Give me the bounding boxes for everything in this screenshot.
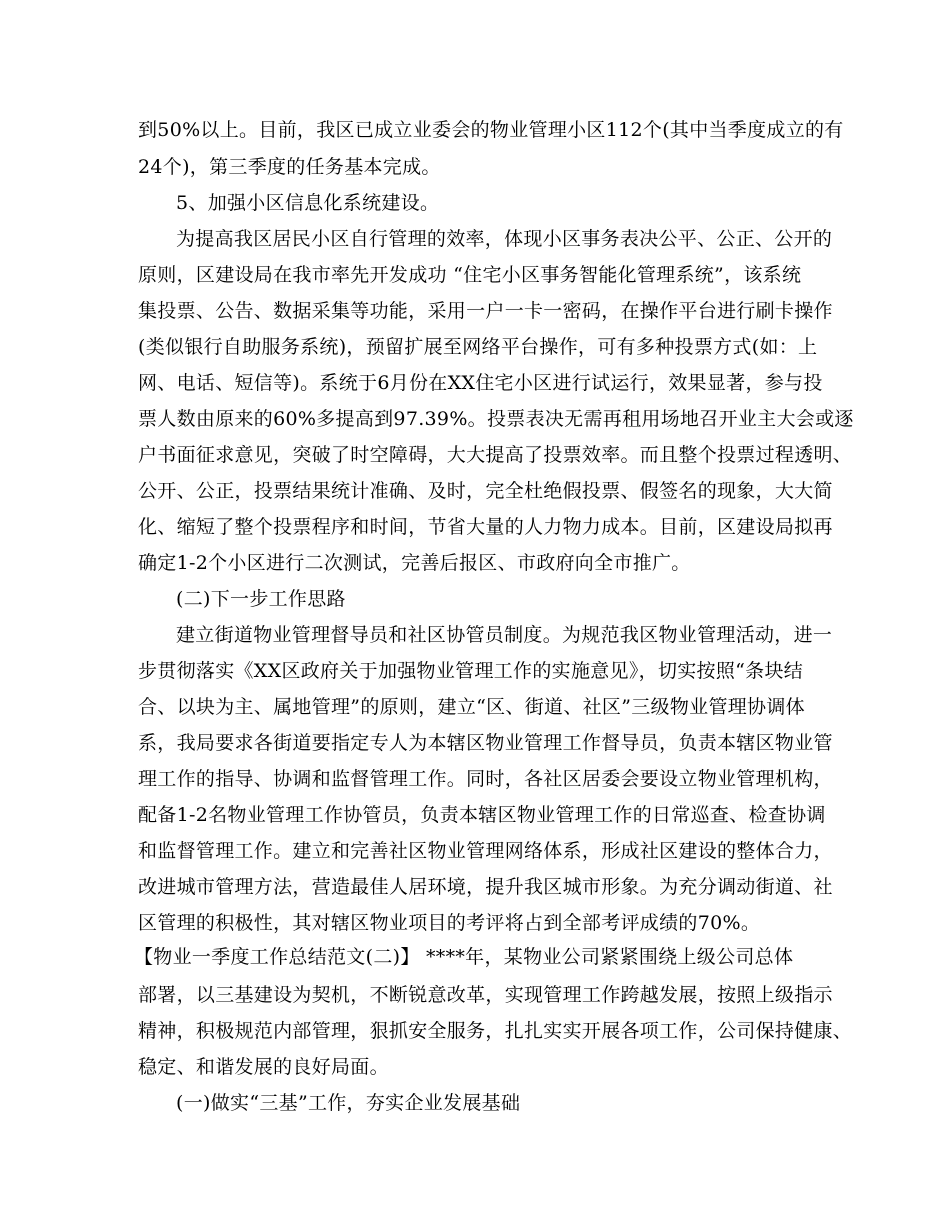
paragraph-line: 合、以块为主、属地管理”的原则，建立“区、街道、社区”三级物业管理协调体	[138, 696, 805, 718]
section-heading: (一)做实“三基”工作，夯实企业发展基础	[176, 1092, 521, 1114]
paragraph-line: 建立街道物业管理督导员和社区协管员制度。为规范我区物业管理活动，进一	[176, 624, 833, 646]
paragraph-line: 原则，区建设局在我市率先开发成功 “住宅小区事务智能化管理系统”，该系统	[138, 264, 802, 286]
paragraph-line: 和监督管理工作。建立和完善社区物业管理网络体系，形成社区建设的整体合力，	[138, 840, 833, 862]
paragraph-line: 确定1-2个小区进行二次测试，完善后报区、市政府向全市推广。	[138, 552, 691, 574]
paragraph-line: 24个)，第三季度的任务基本完成。	[138, 156, 441, 178]
paragraph-line: 户书面征求意见，突破了时空障碍，大大提高了投票效率。而且整个投票过程透明、	[138, 444, 853, 466]
article-title-line: 【物业一季度工作总结范文(二)】 ****年，某物业公司紧紧围绕上级公司总体	[134, 946, 794, 968]
paragraph-line: 改进城市管理方法，营造最佳人居环境，提升我区城市形象。为充分调动街道、社	[138, 876, 833, 898]
paragraph-line: 为提高我区居民小区自行管理的效率，体现小区事务表决公平、公正、公开的	[176, 228, 833, 250]
paragraph-line: 精神，积极规范内部管理，狠抓安全服务，扎扎实实开展各项工作，公司保持健康、	[138, 1020, 853, 1042]
paragraph-line: 稳定、和谐发展的良好局面。	[138, 1056, 389, 1078]
paragraph-line: 区管理的积极性，其对辖区物业项目的考评将占到全部考评成绩的70%。	[138, 912, 761, 934]
paragraph-line: (类似银行自助服务系统)，预留扩展至网络平台操作，可有多种投票方式(如：上	[138, 336, 818, 358]
paragraph-line: 到50%以上。目前，我区已成立业委会的物业管理小区112个(其中当季度成立的有	[138, 119, 844, 141]
paragraph-line: 化、缩短了整个投票程序和时间，节省大量的人力物力成本。目前，区建设局拟再	[138, 516, 833, 538]
paragraph-line: 集投票、公告、数据采集等功能，采用一户一卡一密码，在操作平台进行刷卡操作	[138, 300, 833, 322]
paragraph-line: 公开、公正，投票结果统计准确、及时，完全杜绝假投票、假签名的现象，大大简	[138, 480, 833, 502]
paragraph-line: 理工作的指导、协调和监督管理工作。同时，各社区居委会要设立物业管理机构，	[138, 768, 833, 790]
section-heading: 5、加强小区信息化系统建设。	[176, 192, 440, 214]
paragraph-line: 步贯彻落实《XX区政府关于加强物业管理工作的实施意见》，切实按照“条块结	[138, 660, 804, 682]
paragraph-line: 票人数由原来的60%多提高到97.39%。投票表决无需再租用场地召开业主大会或逐	[138, 408, 854, 430]
paragraph-line: 网、电话、短信等)。系统于6月份在XX住宅小区进行试运行，效果显著，参与投	[138, 372, 823, 394]
section-heading: (二)下一步工作思路	[176, 588, 346, 610]
paragraph-line: 配备1-2名物业管理工作协管员，负责本辖区物业管理工作的日常巡查、检查协调	[138, 804, 826, 826]
paragraph-line: 系，我局要求各街道要指定专人为本辖区物业管理工作督导员，负责本辖区物业管	[138, 732, 833, 754]
paragraph-line: 部署，以三基建设为契机，不断锐意改革，实现管理工作跨越发展，按照上级指示	[138, 984, 833, 1006]
